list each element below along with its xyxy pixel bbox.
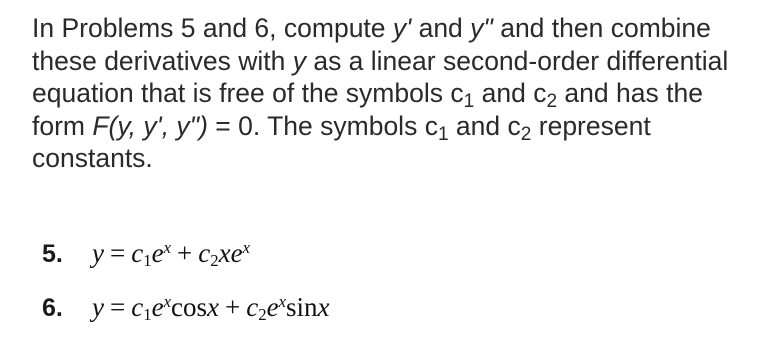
instruction-text: as a linear second-order differential equation that is free of the symbols xyxy=(32,45,729,108)
y-prime-symbol: y' xyxy=(392,13,412,43)
problem-equation: $y = c_1e^x\cos x + c_2e^x\sin x$ xyxy=(92,291,330,325)
instruction-text: and xyxy=(474,78,534,108)
instruction-text: and has the form xyxy=(32,78,703,141)
instruction-text: and then combine these derivatives with xyxy=(32,13,711,76)
instruction-text: and xyxy=(411,13,471,43)
c2-symbol: $c_2$ xyxy=(507,110,532,145)
problem-number: 5. xyxy=(42,240,63,268)
form-expression: F(y, y', y") xyxy=(92,110,208,141)
problem-5 xyxy=(42,238,250,278)
y-symbol: y xyxy=(292,45,306,76)
c1-symbol: $c_1$ xyxy=(424,110,449,145)
problem-instructions xyxy=(32,12,752,175)
y-double-prime-symbol: y" xyxy=(470,13,493,43)
problem-6 xyxy=(42,292,330,332)
problem-equation: $y = c_1e^x + c_2xe^x$ xyxy=(92,237,250,271)
instruction-text: and xyxy=(448,110,508,141)
instruction-text: In Problems 5 and 6, compute xyxy=(32,13,393,43)
c2-symbol: $c_2$ xyxy=(533,78,558,113)
instruction-text: = 0. The symbols xyxy=(207,110,425,141)
c1-symbol: $c_1$ xyxy=(450,78,475,113)
instruction-text: represent constants. xyxy=(32,110,651,173)
problem-number: 6. xyxy=(42,294,63,322)
